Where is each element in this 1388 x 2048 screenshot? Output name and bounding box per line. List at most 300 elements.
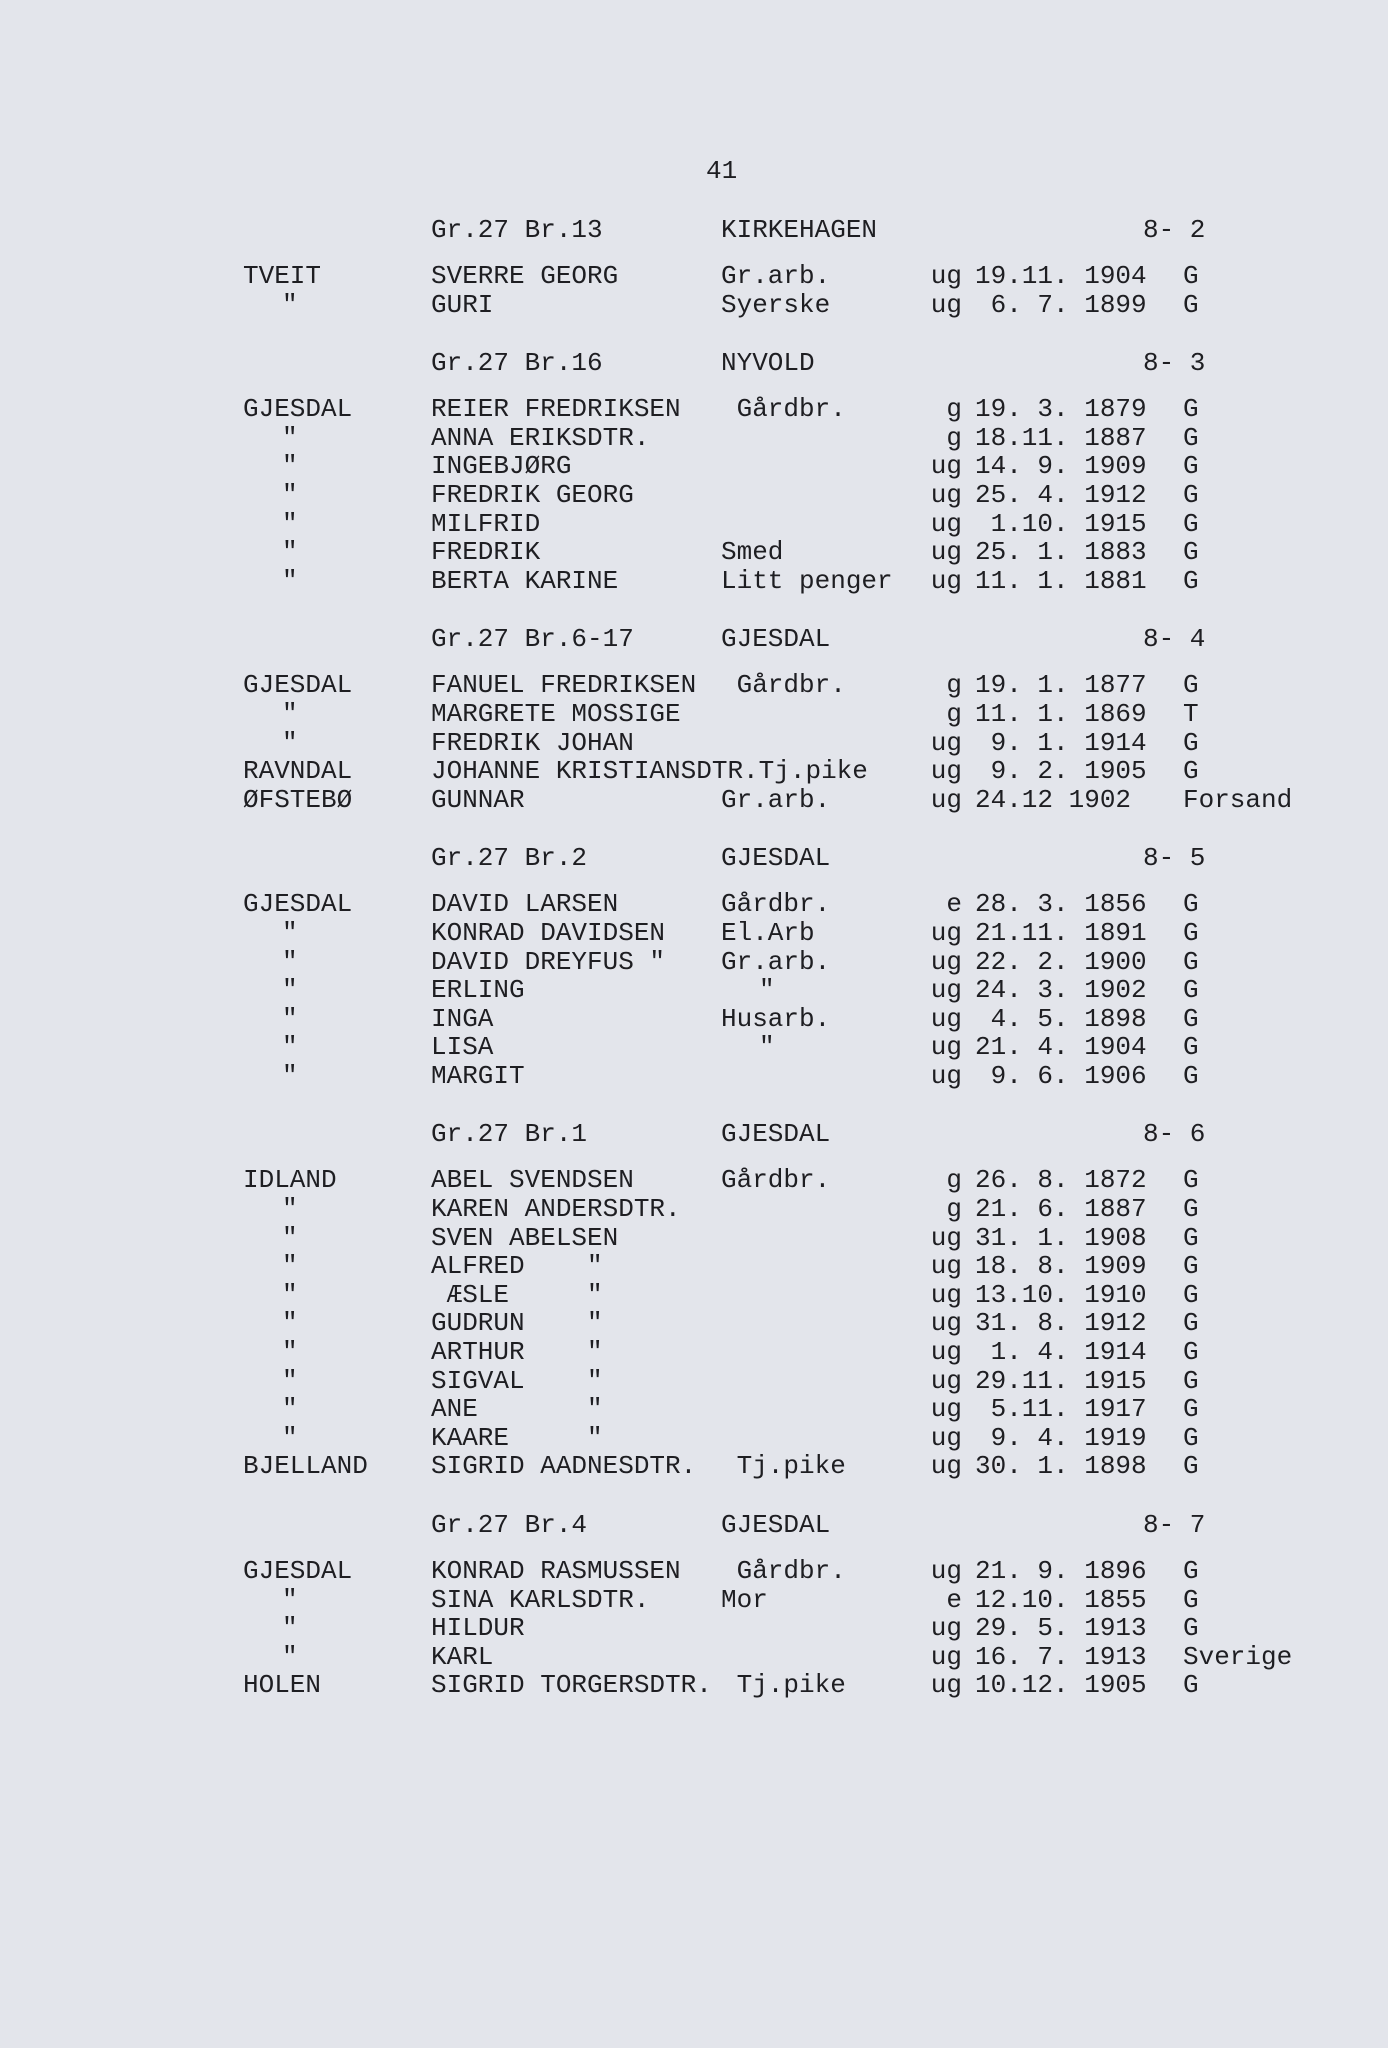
person-row [0, 262, 1388, 291]
residence-place: " [282, 451, 298, 482]
name-occupation [431, 976, 775, 1005]
marital-status: ug [930, 1251, 962, 1282]
name-occupation [431, 948, 830, 977]
marital-status: g [946, 1165, 962, 1196]
occupation: Tj.pike [721, 1451, 846, 1482]
farm-name: NYVOLD [721, 348, 815, 379]
section-code: 8- 5 [1143, 843, 1206, 874]
birth-date: 1. 4. 1914 [975, 1337, 1147, 1368]
name-occupation [431, 786, 830, 815]
residence-place: " [282, 422, 298, 453]
person-name: ERLING [431, 975, 525, 1006]
marital-status: ug [930, 451, 962, 482]
marital-status: ug [930, 261, 962, 291]
person-row [0, 1424, 1388, 1453]
birth-date: 19.11. 1904 [975, 261, 1147, 291]
marital-status: ug [930, 1337, 962, 1368]
name-occupation [431, 1281, 721, 1310]
birth-place: G [1183, 946, 1199, 977]
name-occupation [431, 538, 783, 567]
birth-date: 11. 1. 1881 [975, 565, 1147, 596]
person-row [0, 1281, 1388, 1310]
marital-status: ug [930, 537, 962, 568]
person-row [0, 757, 1388, 786]
person-name: JOHANNE KRISTIANSDTR. [431, 756, 759, 787]
household-section [0, 625, 1388, 814]
person-row [0, 1309, 1388, 1338]
person-row [0, 1338, 1388, 1367]
name-occupation [431, 700, 721, 729]
birth-date: 16. 7. 1913 [975, 1641, 1147, 1672]
person-row [0, 452, 1388, 481]
residence-place: " [282, 1251, 298, 1282]
residence-place: " [282, 1308, 298, 1339]
residence-place: " [282, 1279, 298, 1310]
person-row [0, 424, 1388, 453]
person-row [0, 567, 1388, 596]
residence-place: " [282, 1032, 298, 1063]
marital-status: ug [930, 1422, 962, 1453]
person-row [0, 1452, 1388, 1481]
person-row [0, 1224, 1388, 1253]
birth-place: G [1183, 670, 1199, 701]
marital-status: ug [930, 479, 962, 510]
person-name: DAVID DREYFUS " [431, 946, 666, 977]
household-section [0, 1120, 1388, 1481]
person-row [0, 729, 1388, 758]
occupation: Tj.pike [721, 1670, 846, 1701]
name-occupation [431, 1643, 721, 1672]
birth-date: 18. 8. 1909 [975, 1251, 1147, 1282]
person-name: MARGRETE MOSSIGE [431, 698, 681, 729]
household-section [0, 844, 1388, 1090]
person-row [0, 1643, 1388, 1672]
birth-place: G [1183, 537, 1199, 568]
person-row [0, 948, 1388, 977]
birth-date: 21.11. 1891 [975, 917, 1147, 948]
birth-date: 1.10. 1915 [975, 508, 1147, 539]
name-occupation [431, 1338, 721, 1367]
residence-place: " [282, 1003, 298, 1034]
name-occupation [431, 1062, 721, 1091]
birth-date: 18.11. 1887 [975, 422, 1147, 453]
birth-date: 29. 5. 1913 [975, 1613, 1147, 1644]
marital-status: g [946, 422, 962, 453]
person-name: KONRAD RASMUSSEN [431, 1556, 681, 1586]
person-name: ANE " [431, 1394, 603, 1425]
birth-place: G [1183, 1308, 1199, 1339]
residence-place: BJELLAND [243, 1451, 368, 1482]
person-row [0, 395, 1388, 424]
person-name: ANNA ERIKSDTR. [431, 422, 650, 453]
residence-place: " [282, 1422, 298, 1453]
birth-date: 13.10. 1910 [975, 1279, 1147, 1310]
occupation: Gårdbr. [721, 394, 846, 425]
farm-name: GJESDAL [721, 624, 831, 655]
residence-place: " [282, 727, 298, 758]
person-name: KONRAD DAVIDSEN [431, 917, 666, 948]
section-code: 8- 7 [1143, 1510, 1206, 1540]
occupation: Gr.arb. [721, 261, 831, 291]
gr-br-number: Gr.27 Br.6-17 [431, 624, 634, 655]
section-header [0, 1511, 1388, 1540]
person-name: SIGRID TORGERSDTR. [431, 1670, 712, 1701]
birth-place: G [1183, 1337, 1199, 1368]
residence-place: " [282, 975, 298, 1006]
name-occupation [431, 890, 830, 919]
person-name: FREDRIK [431, 537, 541, 568]
marital-status: ug [930, 727, 962, 758]
name-occupation [431, 1224, 721, 1253]
person-name: LISA [431, 1032, 494, 1063]
birth-date: 31. 1. 1908 [975, 1222, 1147, 1253]
person-row [0, 671, 1388, 700]
birth-place: G [1183, 1222, 1199, 1253]
residence-place: " [282, 1194, 298, 1225]
residence-place: " [282, 1222, 298, 1253]
marital-status: ug [930, 784, 962, 815]
birth-date: 25. 1. 1883 [975, 537, 1147, 568]
residence-place: GJESDAL [243, 394, 353, 425]
birth-place: G [1183, 756, 1199, 787]
name-occupation [431, 1452, 846, 1481]
name-occupation [431, 671, 846, 700]
birth-place: G [1183, 1060, 1199, 1091]
residence-place: " [282, 1641, 298, 1672]
person-name: BERTA KARINE [431, 565, 619, 596]
gr-br-number: Gr.27 Br.2 [431, 843, 588, 874]
residence-place: GJESDAL [243, 1556, 353, 1586]
birth-place: G [1183, 1451, 1199, 1482]
residence-place: " [282, 508, 298, 539]
section-header [0, 349, 1388, 378]
section-code: 8- 6 [1143, 1119, 1206, 1150]
occupation: Litt penger [721, 565, 893, 596]
residence-place: " [282, 1394, 298, 1425]
birth-date: 9. 6. 1906 [975, 1060, 1147, 1091]
person-name: ALFRED " [431, 1251, 603, 1282]
birth-date: 9. 2. 1905 [975, 756, 1147, 787]
residence-place: HOLEN [243, 1670, 322, 1701]
name-occupation [431, 919, 815, 948]
household-section [0, 216, 1388, 319]
marital-status: e [946, 889, 962, 920]
birth-date: 19. 1. 1877 [975, 670, 1147, 701]
person-row [0, 919, 1388, 948]
person-name: REIER FREDRIKSEN [431, 394, 681, 425]
occupation: Smed [721, 537, 784, 568]
person-name: KAREN ANDERSDTR. [431, 1194, 681, 1225]
residence-place: " [282, 1584, 298, 1615]
marital-status: g [946, 698, 962, 729]
birth-place: G [1183, 394, 1199, 425]
residence-place: TVEIT [243, 261, 322, 291]
person-row [0, 786, 1388, 815]
occupation: Mor [721, 1584, 768, 1615]
person-name: ÆSLE " [431, 1279, 603, 1310]
person-name: FREDRIK JOHAN [431, 727, 634, 758]
gr-br-number: Gr.27 Br.4 [431, 1510, 588, 1540]
section-header [0, 844, 1388, 873]
person-row [0, 291, 1388, 320]
person-row [0, 510, 1388, 539]
marital-status: ug [930, 1394, 962, 1425]
residence-place: " [282, 479, 298, 510]
birth-place: G [1183, 975, 1199, 1006]
person-row [0, 890, 1388, 919]
section-code: 8- 3 [1143, 348, 1206, 379]
birth-place: G [1183, 1422, 1199, 1453]
residence-place: " [282, 289, 298, 320]
residence-place: " [282, 537, 298, 568]
birth-date: 25. 4. 1912 [975, 479, 1147, 510]
residence-place: " [282, 946, 298, 977]
page-number: 41 [706, 156, 738, 186]
name-occupation [431, 510, 721, 539]
residence-place: IDLAND [243, 1165, 337, 1196]
birth-date: 14. 9. 1909 [975, 451, 1147, 482]
birth-place: G [1183, 1194, 1199, 1225]
birth-date: 29.11. 1915 [975, 1365, 1147, 1396]
name-occupation [431, 1586, 768, 1615]
marital-status: ug [930, 1222, 962, 1253]
birth-place: G [1183, 1670, 1199, 1701]
occupation: " [759, 1032, 775, 1063]
person-row [0, 1367, 1388, 1396]
marital-status: ug [930, 1451, 962, 1482]
person-row [0, 1033, 1388, 1062]
residence-place: GJESDAL [243, 670, 353, 701]
person-name: SIGVAL " [431, 1365, 603, 1396]
farm-name: GJESDAL [721, 843, 831, 874]
birth-date: 24. 3. 1902 [975, 975, 1147, 1006]
name-occupation [431, 481, 721, 510]
person-row [0, 1557, 1388, 1586]
birth-date: 9. 1. 1914 [975, 727, 1147, 758]
person-name: SVEN ABELSEN [431, 1222, 619, 1253]
marital-status: ug [930, 756, 962, 787]
marital-status: ug [930, 565, 962, 596]
residence-place: " [282, 698, 298, 729]
birth-place: G [1183, 479, 1199, 510]
birth-date: 28. 3. 1856 [975, 889, 1147, 920]
residence-place: ØFSTEBØ [243, 784, 353, 815]
marital-status: ug [930, 1032, 962, 1063]
birth-date: 9. 4. 1919 [975, 1422, 1147, 1453]
birth-date: 26. 8. 1872 [975, 1165, 1147, 1196]
person-name: GUDRUN " [431, 1308, 603, 1339]
farm-name: KIRKEHAGEN [721, 215, 878, 245]
residence-place: " [282, 1365, 298, 1396]
birth-date: 5.11. 1917 [975, 1394, 1147, 1425]
person-name: KARL [431, 1641, 494, 1672]
census-list [0, 216, 1388, 1730]
marital-status: g [946, 670, 962, 701]
occupation: El.Arb [721, 917, 815, 948]
birth-place: G [1183, 917, 1199, 948]
occupation: Gr.arb. [721, 946, 831, 977]
birth-place: Forsand [1183, 784, 1293, 815]
household-section [0, 1511, 1388, 1700]
birth-place: G [1183, 1251, 1199, 1282]
person-row [0, 1005, 1388, 1034]
residence-place: RAVNDAL [243, 756, 353, 787]
person-row [0, 1195, 1388, 1224]
birth-place: G [1183, 289, 1199, 320]
person-name: DAVID LARSEN [431, 889, 619, 920]
person-name: SVERRE GEORG [431, 261, 619, 291]
person-name: FREDRIK GEORG [431, 479, 634, 510]
marital-status: ug [930, 1613, 962, 1644]
marital-status: ug [930, 1365, 962, 1396]
name-occupation [431, 567, 893, 596]
gr-br-number: Gr.27 Br.1 [431, 1119, 588, 1150]
marital-status: ug [930, 1308, 962, 1339]
person-row [0, 1166, 1388, 1195]
marital-status: g [946, 1194, 962, 1225]
section-header [0, 625, 1388, 654]
person-name: GUNNAR [431, 784, 525, 815]
person-name: MILFRID [431, 508, 541, 539]
birth-place: G [1183, 1003, 1199, 1034]
marital-status: ug [930, 1641, 962, 1672]
name-occupation [431, 1424, 721, 1453]
birth-place: G [1183, 508, 1199, 539]
section-code: 8- 4 [1143, 624, 1206, 655]
occupation: Gårdbr. [721, 1556, 846, 1586]
section-header [0, 1120, 1388, 1149]
birth-place: T [1183, 698, 1199, 729]
person-name: ARTHUR " [431, 1337, 603, 1368]
name-occupation [431, 1005, 830, 1034]
person-name: KAARE " [431, 1422, 603, 1453]
birth-place: G [1183, 565, 1199, 596]
person-row [0, 538, 1388, 567]
marital-status: g [946, 394, 962, 425]
name-occupation [431, 757, 868, 786]
name-occupation [431, 1367, 721, 1396]
person-name: FANUEL FREDRIKSEN [431, 670, 697, 701]
birth-place: G [1183, 1613, 1199, 1644]
birth-date: 12.10. 1855 [975, 1584, 1147, 1615]
birth-date: 10.12. 1905 [975, 1670, 1147, 1701]
person-row [0, 1252, 1388, 1281]
name-occupation [431, 291, 830, 320]
occupation: Gårdbr. [721, 1165, 831, 1196]
person-row [0, 700, 1388, 729]
name-occupation [431, 1395, 721, 1424]
occupation: Syerske [721, 289, 831, 320]
birth-date: 21. 4. 1904 [975, 1032, 1147, 1063]
birth-date: 21. 9. 1896 [975, 1556, 1147, 1586]
person-row [0, 1671, 1388, 1700]
person-row [0, 1062, 1388, 1091]
birth-date: 22. 2. 1900 [975, 946, 1147, 977]
occupation: Tj.pike [758, 756, 868, 787]
name-occupation [431, 1166, 830, 1195]
person-row [0, 481, 1388, 510]
birth-place: G [1183, 1584, 1199, 1615]
name-occupation [431, 1252, 721, 1281]
marital-status: ug [930, 1670, 962, 1701]
marital-status: ug [930, 1060, 962, 1091]
birth-place: G [1183, 1165, 1199, 1196]
marital-status: ug [930, 975, 962, 1006]
person-row [0, 1395, 1388, 1424]
marital-status: ug [930, 289, 962, 320]
birth-date: 19. 3. 1879 [975, 394, 1147, 425]
birth-date: 11. 1. 1869 [975, 698, 1147, 729]
name-occupation [431, 1309, 721, 1338]
name-occupation [431, 1557, 846, 1586]
gr-br-number: Gr.27 Br.16 [431, 348, 603, 379]
occupation: " [759, 975, 775, 1006]
birth-place: G [1183, 727, 1199, 758]
marital-status: ug [930, 508, 962, 539]
marital-status: ug [930, 1279, 962, 1310]
person-name: SIGRID AADNESDTR. [431, 1451, 697, 1482]
marital-status: ug [930, 917, 962, 948]
residence-place: " [282, 1060, 298, 1091]
person-name: SINA KARLSDTR. [431, 1584, 650, 1615]
birth-date: 4. 5. 1898 [975, 1003, 1147, 1034]
name-occupation [431, 1195, 721, 1224]
section-code: 8- 2 [1143, 215, 1206, 245]
birth-place: Sverige [1183, 1641, 1293, 1672]
marital-status: ug [930, 1003, 962, 1034]
marital-status: e [946, 1584, 962, 1615]
birth-date: 30. 1. 1898 [975, 1451, 1147, 1482]
birth-place: G [1183, 451, 1199, 482]
section-header [0, 216, 1388, 245]
birth-place: G [1183, 1032, 1199, 1063]
gr-br-number: Gr.27 Br.13 [431, 215, 603, 245]
person-name: MARGIT [431, 1060, 525, 1091]
marital-status: ug [930, 1556, 962, 1586]
person-name: HILDUR [431, 1613, 525, 1644]
birth-date: 31. 8. 1912 [975, 1308, 1147, 1339]
residence-place: GJESDAL [243, 889, 353, 920]
birth-place: G [1183, 1365, 1199, 1396]
person-name: GURI [431, 289, 494, 320]
birth-place: G [1183, 889, 1199, 920]
person-row [0, 1614, 1388, 1643]
birth-place: G [1183, 261, 1199, 291]
person-name: ABEL SVENDSEN [431, 1165, 634, 1196]
person-row [0, 976, 1388, 1005]
name-occupation [431, 395, 846, 424]
birth-place: G [1183, 1279, 1199, 1310]
farm-name: GJESDAL [721, 1510, 831, 1540]
residence-place: " [282, 1613, 298, 1644]
person-row [0, 1586, 1388, 1615]
name-occupation [431, 262, 830, 291]
residence-place: " [282, 565, 298, 596]
name-occupation [431, 729, 721, 758]
name-occupation [431, 424, 721, 453]
name-occupation [431, 1671, 846, 1700]
occupation: Gårdbr. [721, 889, 831, 920]
residence-place: " [282, 1337, 298, 1368]
residence-place: " [282, 917, 298, 948]
occupation: Gårdbr. [721, 670, 846, 701]
occupation: Gr.arb. [721, 784, 831, 815]
name-occupation [431, 452, 721, 481]
marital-status: ug [930, 946, 962, 977]
birth-date: 21. 6. 1887 [975, 1194, 1147, 1225]
farm-name: GJESDAL [721, 1119, 831, 1150]
name-occupation [431, 1033, 775, 1062]
